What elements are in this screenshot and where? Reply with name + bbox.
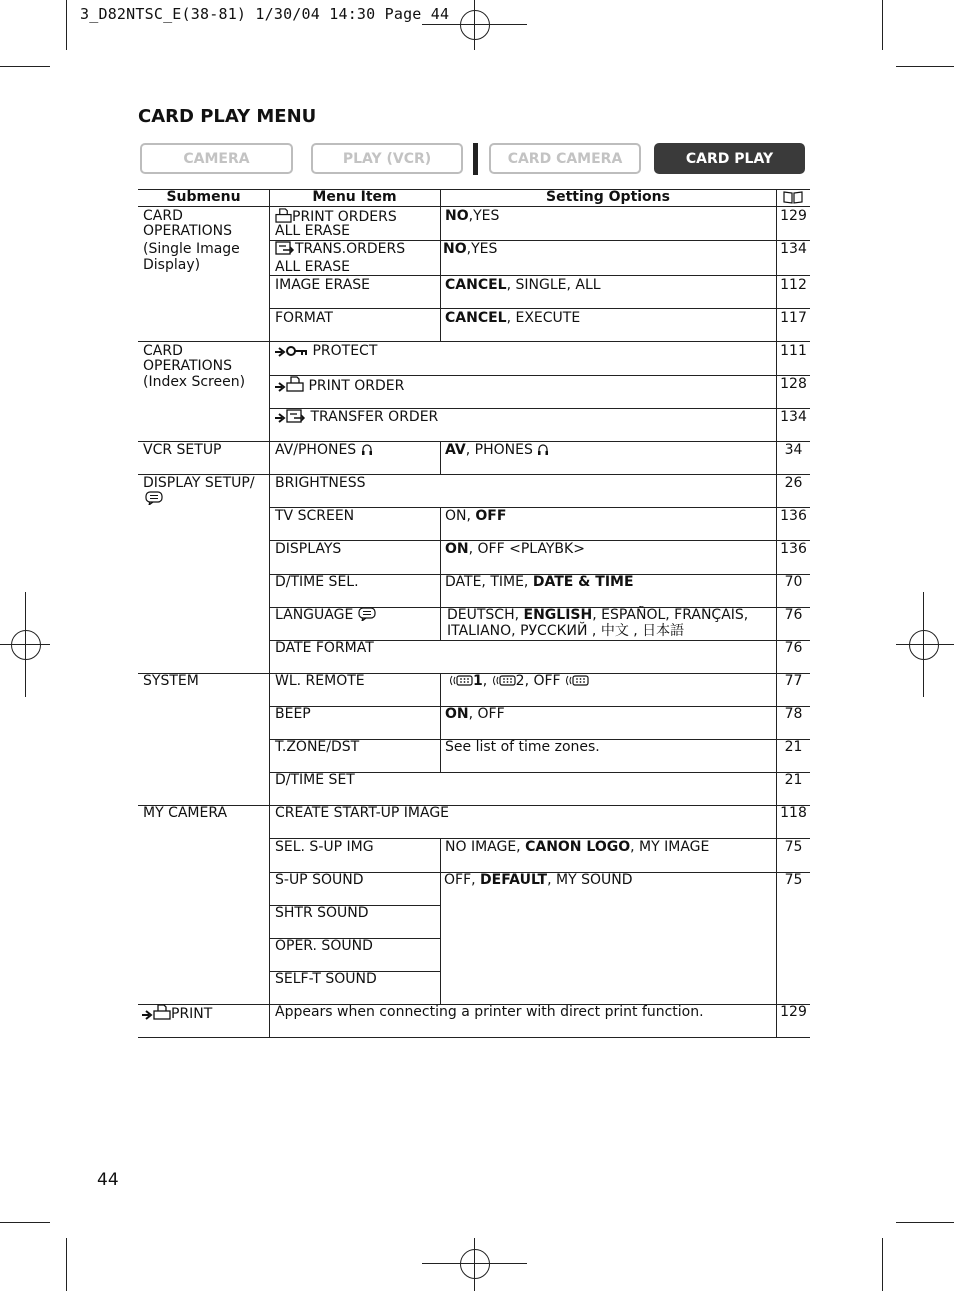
page-ref: 117: [780, 310, 807, 326]
setting-option: DATE, TIME, DATE & TIME: [445, 574, 634, 590]
page-ref: 134: [780, 241, 807, 257]
remote-icon: [449, 674, 473, 691]
setting-option: ITALIANO, РУССКИЙ , 中文 , 日本語: [447, 623, 685, 639]
print-slug: 3_D82NTSC_E(38-81) 1/30/04 14:30 Page 44: [80, 5, 450, 23]
menu-item-label: BEEP: [275, 706, 311, 722]
page-number: 44: [97, 1170, 119, 1190]
menu-item-label: D/TIME SEL.: [275, 574, 359, 590]
crop-mark: [882, 0, 883, 50]
arrow-icon: [275, 380, 286, 396]
crop-mark: [896, 1222, 954, 1223]
page-ref: 76: [784, 640, 803, 656]
crop-mark: [896, 66, 954, 67]
headphones-icon: [361, 443, 373, 460]
menu-item-label: CREATE START-UP IMAGE: [275, 805, 450, 821]
menu-item-label: TV SCREEN: [275, 508, 355, 524]
menu-item-label: ALL ERASE: [275, 259, 350, 275]
page-ref: 128: [780, 376, 807, 392]
display-setup-icon: [145, 491, 163, 509]
submenu-label: CARD: [143, 208, 183, 224]
submenu-label: MY CAMERA: [143, 805, 228, 821]
submenu-label: DISPLAY SETUP/: [143, 475, 255, 491]
tab-separator: [473, 143, 478, 175]
menu-item-label: SEL. S-UP IMG: [275, 839, 374, 855]
header-menu-item: Menu Item: [312, 189, 397, 205]
setting-option: NO IMAGE, CANON LOGO, MY IMAGE: [445, 839, 710, 855]
tab-card-camera: CARD CAMERA: [489, 143, 641, 174]
menu-item-label: SHTR SOUND: [275, 905, 369, 921]
setting-option: NO,YES: [443, 241, 498, 257]
setting-option: DEUTSCH, ENGLISH, ESPAÑOL, FRANÇAIS,: [447, 607, 749, 623]
setting-option: AV, PHONES: [445, 442, 549, 460]
remote-icon: [492, 674, 516, 691]
setting-option: OFF, DEFAULT, MY SOUND: [444, 872, 633, 888]
page-ref: 118: [780, 805, 807, 821]
book-icon: [776, 190, 810, 208]
crop-mark: [882, 1238, 883, 1291]
submenu-label: (Index Screen): [143, 374, 246, 390]
menu-item-label: DATE FORMAT: [275, 640, 374, 656]
page-ref: 112: [780, 277, 807, 293]
page-ref: 21: [784, 739, 803, 755]
page-ref: 70: [784, 574, 803, 590]
submenu-print: PRINT: [142, 1004, 212, 1024]
header-setting-options: Setting Options: [546, 189, 670, 205]
setting-option-remote: 1, 2, OFF: [449, 673, 589, 691]
submenu-label: OPERATIONS: [143, 358, 233, 374]
page-ref: 75: [784, 839, 803, 855]
crop-mark: [0, 66, 50, 67]
page-ref: 136: [780, 541, 807, 557]
page-ref: 78: [784, 706, 803, 722]
page-ref: 136: [780, 508, 807, 524]
submenu-label: (Single Image: [143, 241, 240, 257]
menu-item-print-order: PRINT ORDER: [275, 376, 404, 396]
remote-off-icon: [565, 674, 589, 691]
menu-item-label: D/TIME SET: [275, 772, 355, 788]
menu-item-label: WL. REMOTE: [275, 673, 365, 689]
tab-play-vcr: PLAY (VCR): [311, 143, 463, 174]
submenu-label: CARD: [143, 343, 183, 359]
submenu-label: SYSTEM: [143, 673, 199, 689]
page-ref: 26: [784, 475, 803, 491]
submenu-label: OPERATIONS: [143, 223, 233, 239]
menu-item-label: BRIGHTNESS: [275, 475, 366, 491]
arrow-icon: [142, 1008, 153, 1024]
printer-icon: [286, 376, 304, 396]
setting-option: ON, OFF: [445, 706, 505, 722]
key-icon: [286, 345, 308, 361]
crop-mark: [66, 0, 67, 50]
menu-item-label: FORMAT: [275, 310, 333, 326]
submenu-label: VCR SETUP: [143, 442, 222, 458]
crop-mark: [0, 1222, 50, 1223]
page-ref: 77: [784, 673, 803, 689]
header-submenu: Submenu: [166, 189, 241, 205]
setting-option: ON, OFF <PLAYBK>: [445, 541, 585, 557]
tab-camera: CAMERA: [140, 143, 293, 174]
arrow-icon: [275, 411, 286, 427]
page-ref: 134: [780, 409, 807, 425]
arrow-icon: [275, 345, 286, 361]
page-ref: 21: [784, 772, 803, 788]
menu-item-label: T.ZONE/DST: [275, 739, 360, 755]
menu-item-protect: PROTECT: [275, 343, 377, 361]
setting-option: See list of time zones.: [445, 739, 600, 755]
submenu-label: Display): [143, 257, 201, 273]
page-ref: 129: [780, 1004, 807, 1020]
setting-option: ON, OFF: [445, 508, 507, 524]
setting-option: CANCEL, EXECUTE: [445, 310, 581, 326]
menu-item-print-orders: PRINT ORDERS: [275, 208, 397, 227]
page-title: CARD PLAY MENU: [138, 106, 317, 127]
page-ref: 34: [784, 442, 803, 458]
menu-item-trans-orders: TRANS.ORDERS: [275, 241, 405, 259]
menu-item-label: SELF-T SOUND: [275, 971, 377, 987]
page-ref: 75: [784, 872, 803, 888]
page-ref: 129: [780, 208, 807, 224]
crop-mark: [66, 1238, 67, 1291]
transfer-icon: [275, 241, 295, 259]
menu-item-label: S-UP SOUND: [275, 872, 364, 888]
setting-option: CANCEL, SINGLE, ALL: [445, 277, 601, 293]
menu-item-label: OPER. SOUND: [275, 938, 373, 954]
transfer-icon: [286, 409, 306, 427]
menu-item-label: ALL ERASE: [275, 223, 350, 239]
headphones-icon: [537, 443, 549, 460]
menu-item-transfer-order: TRANSFER ORDER: [275, 409, 438, 427]
setting-option: NO,YES: [445, 208, 500, 224]
menu-item-label: IMAGE ERASE: [275, 277, 370, 293]
printer-icon: [153, 1004, 171, 1024]
language-icon: [358, 607, 376, 625]
menu-item-label: DISPLAYS: [275, 541, 342, 557]
page-ref: 76: [784, 607, 803, 623]
menu-item-av-phones: AV/PHONES: [275, 442, 373, 460]
page-ref: 111: [780, 343, 807, 359]
menu-item-language: LANGUAGE: [275, 607, 376, 625]
tab-card-play: CARD PLAY: [654, 143, 805, 174]
menu-item-label: Appears when connecting a printer with direct print function.: [275, 1004, 704, 1020]
